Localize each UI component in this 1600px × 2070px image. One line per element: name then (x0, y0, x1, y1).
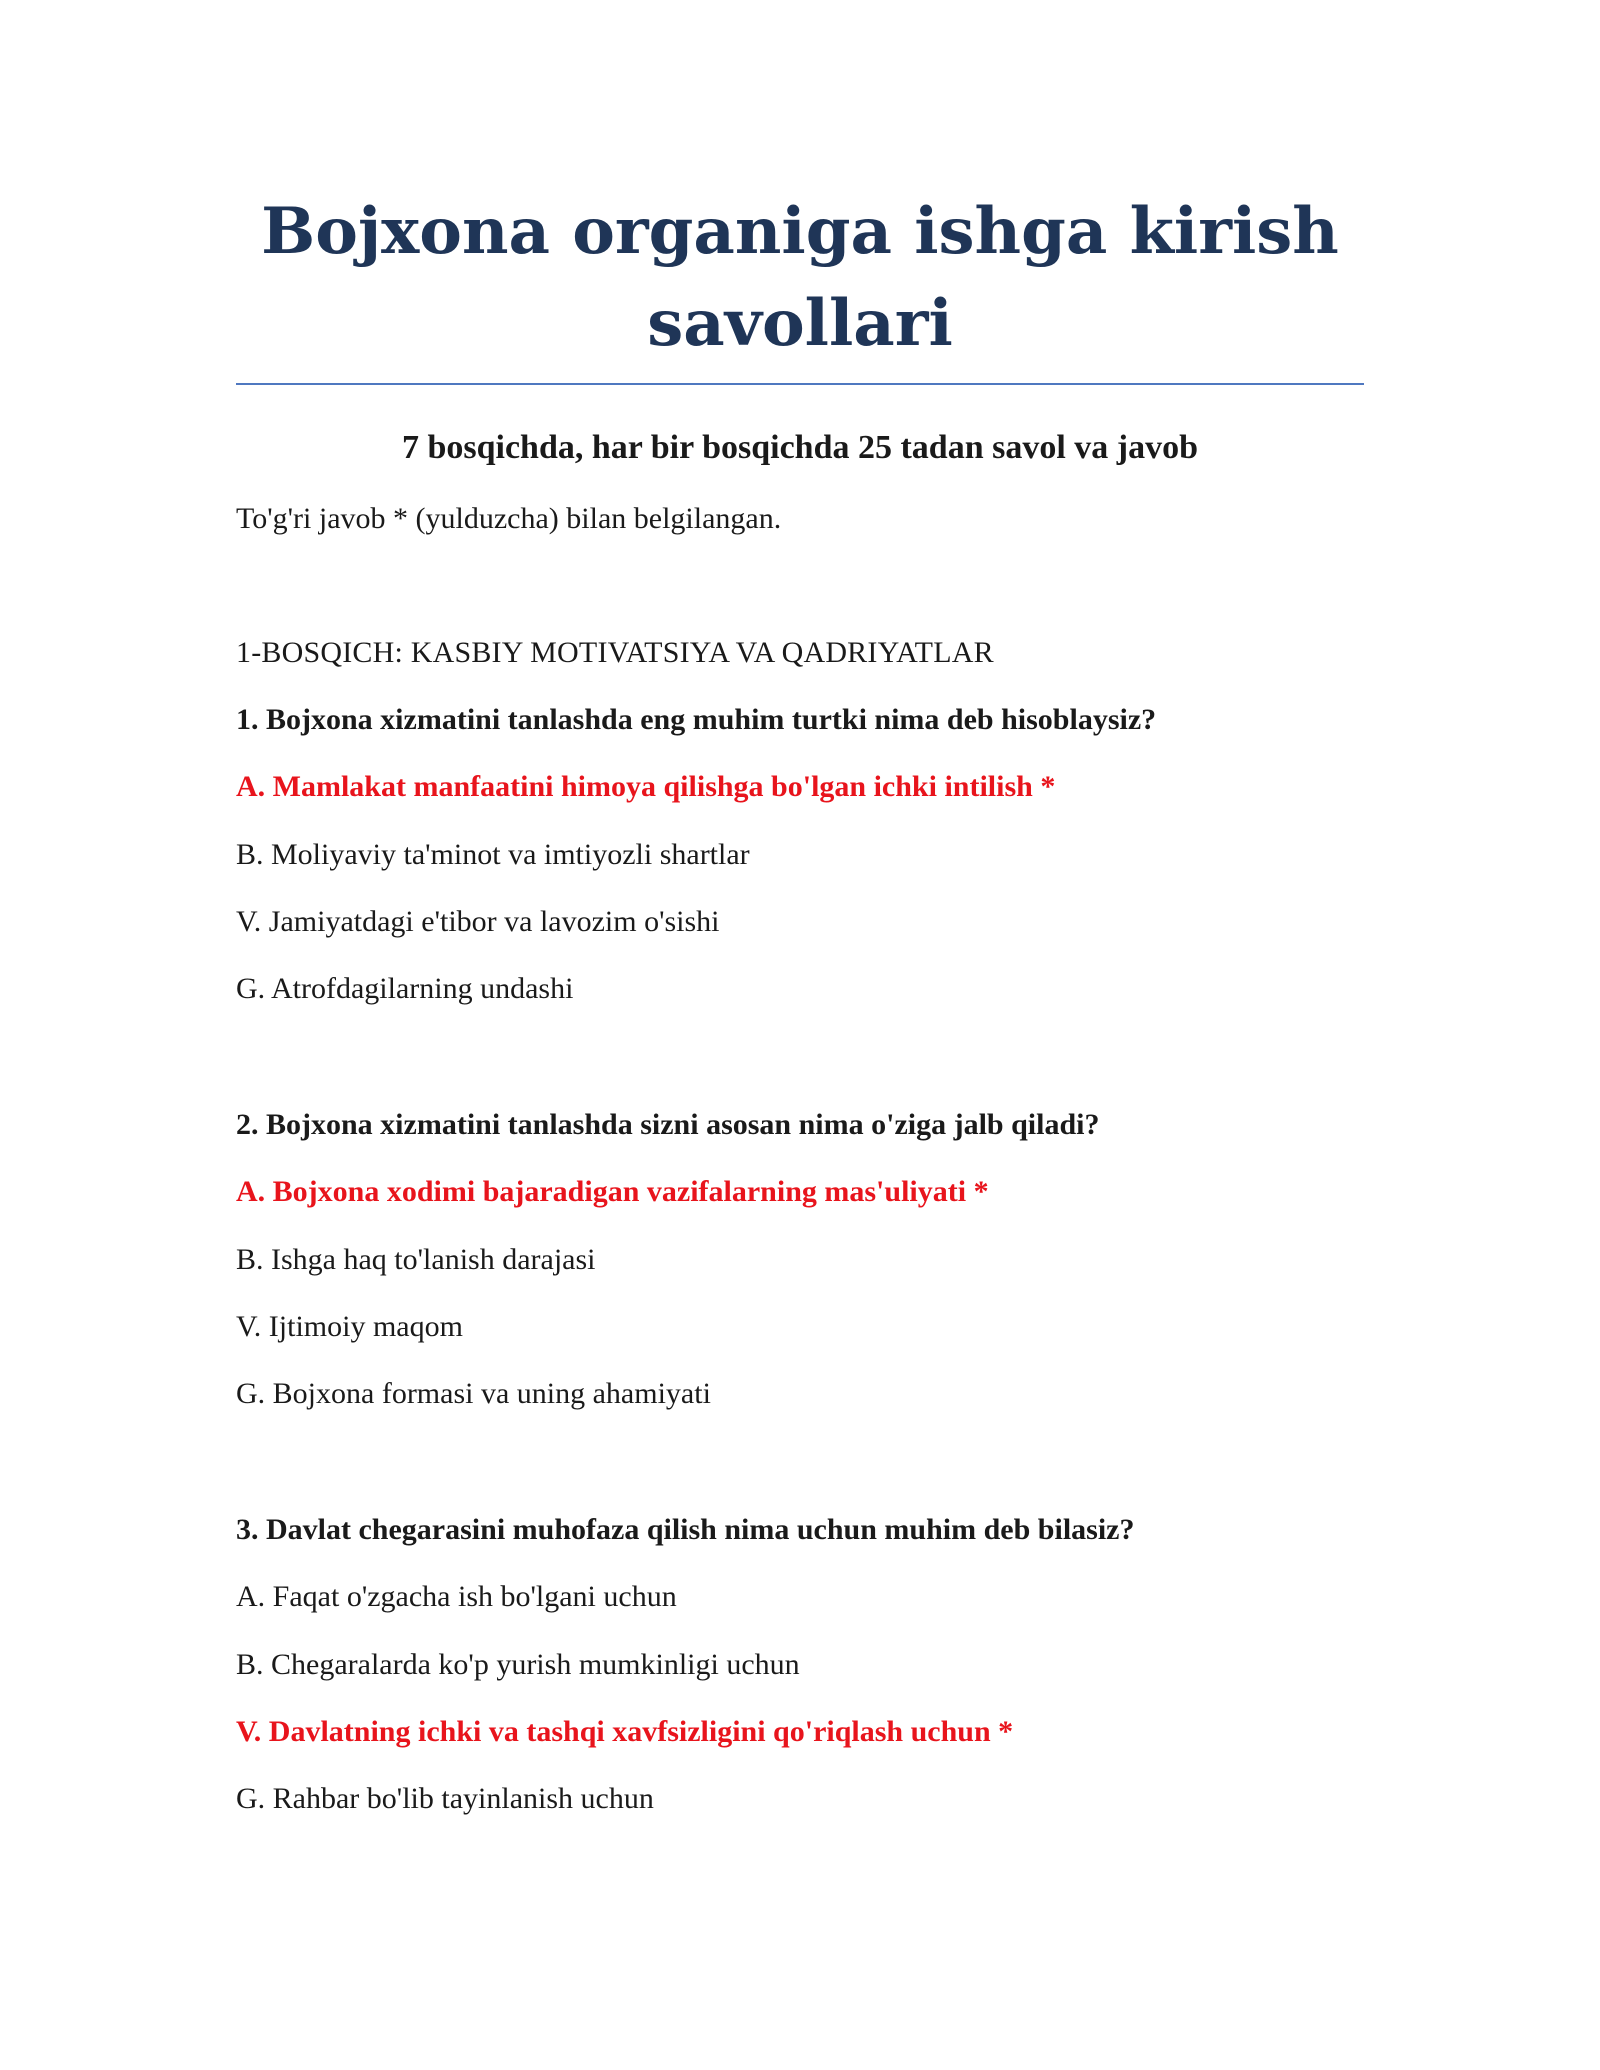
question-2-option-g: G. Bojxona formasi va uning ahamiyati (236, 1377, 711, 1410)
question-2-option-v: V. Ijtimoiy maqom (236, 1310, 463, 1343)
question-1-option-b: B. Moliyaviy ta'minot va imtiyozli shartlar (236, 838, 750, 871)
question-3-text: 3. Davlat chegarasini muhofaza qilish nima uchun muhim deb bilasiz? (236, 1513, 1135, 1546)
question-1-option-g: G. Atrofdagilarning undashi (236, 972, 574, 1005)
stage-heading: 1-BOSQICH: KASBIY MOTIVATSIYA VA QADRIYATLAR (236, 636, 994, 669)
question-3-option-a: A. Faqat o'zgacha ish bo'lgani uchun (236, 1580, 677, 1613)
question-2-text: 2. Bojxona xizmatini tanlashda sizni asosan nima o'ziga jalb qiladi? (236, 1108, 1100, 1141)
title-divider (236, 383, 1364, 385)
document-subtitle: 7 bosqichda, har bir bosqichda 25 tadan savol va javob (401, 429, 1199, 466)
answer-key-note: To'g'ri javob * (yulduzcha) bilan belgilangan. (236, 502, 782, 535)
question-1-text: 1. Bojxona xizmatini tanlashda eng muhim turtki nima deb hisoblaysiz? (236, 703, 1157, 736)
question-1-option-v: V. Jamiyatdagi e'tibor va lavozim o'sishi (236, 905, 720, 938)
question-3-option-v: V. Davlatning ichki va tashqi xavfsizligini qo'riqlash uchun * (236, 1715, 1014, 1748)
question-3-option-g: G. Rahbar bo'lib tayinlanish uchun (236, 1782, 654, 1815)
question-2-option-b: B. Ishga haq to'lanish darajasi (236, 1243, 596, 1276)
question-3-option-b: B. Chegaralarda ko'p yurish mumkinligi uchun (236, 1648, 800, 1681)
question-2-option-a: A. Bojxona xodimi bajaradigan vazifalarning mas'uliyati * (236, 1175, 989, 1208)
question-1-option-a: A. Mamlakat manfaatini himoya qilishga bo'lgan ichki intilish * (236, 770, 1056, 803)
document-title: Bojxona organiga ishga kirish savollari (261, 194, 1339, 361)
